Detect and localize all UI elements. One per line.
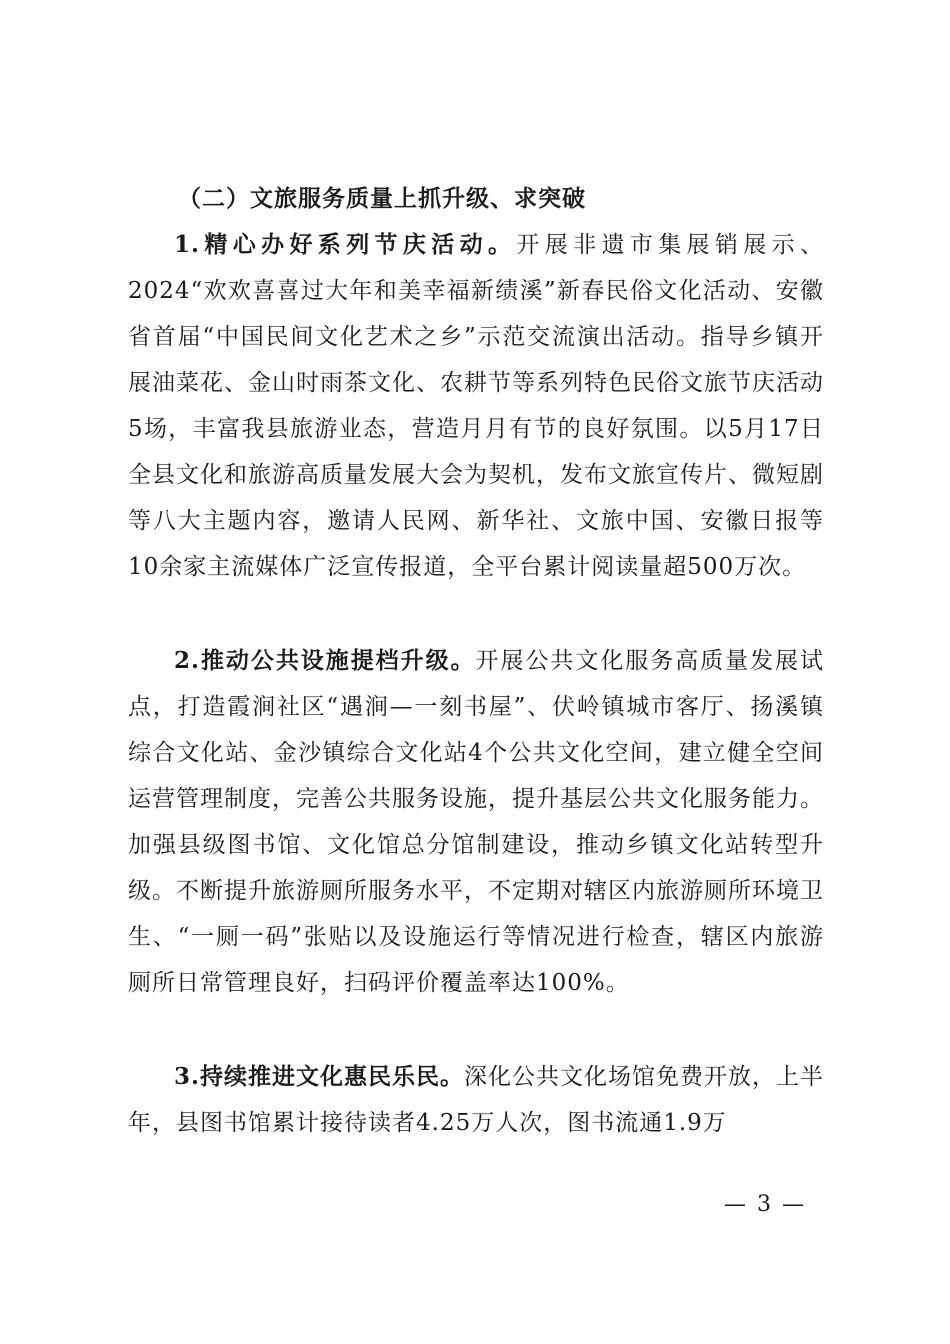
page-number: — 3 —: [724, 1192, 806, 1217]
paragraph-body: 开展公共文化服务高质量发展试点，打造霞涧社区“遇涧—一刻书屋”、伏岭镇城市客厅、扬溪镇综合文化站、金沙镇综合文化站4个公共文化空间，建立健全空间运营管理制度，完善公共服务设施，提升基层公共文化服务能力。加强县级图书馆、文化馆总分馆制建设，推动乡镇文化站转型升级。不断提升旅游厕所服务水平，不定期对辖区内旅游厕所环境卫生、“一厕一码”张贴以及设施运行等情况进行检查，辖区内旅游厕所日常管理良好，扫码评价覆盖率达100%。: [128, 648, 825, 996]
paragraph-1: [128, 222, 824, 590]
section-heading: （二）文旅服务质量上抓升级、求突破: [178, 185, 586, 212]
paragraph-title: 3.持续推进文化惠民乐民。: [174, 1063, 465, 1090]
paragraph-text: [128, 1054, 824, 1146]
paragraph-2: [128, 638, 824, 1006]
paragraph-text: [128, 222, 824, 590]
paragraph-3: [128, 1054, 824, 1146]
paragraph-body: 深化公共文化场馆免费开放，上半年，县图书馆累计接待读者4.25万人次，图书流通1.9万: [128, 1064, 825, 1136]
paragraph-title: 2.推动公共设施提档升级。: [174, 647, 476, 674]
paragraph-text: [128, 638, 824, 1006]
paragraph-title: 1.精心办好系列节庆活动。: [174, 231, 517, 258]
paragraph-body: 开展非遗市集展销展示、2024“欢欢喜喜过大年和美幸福新绩溪”新春民俗文化活动、安徽省首届“中国民间文化艺术之乡”示范交流演出活动。指导乡镇开展油菜花、金山时雨茶文化、农耕节等系列特色民俗文旅节庆活动5场，丰富我县旅游业态，营造月月有节的良好氛围。以5月17日全县文化和旅游高质量发展大会为契机，发布文旅宣传片、微短剧等八大主题内容，邀请人民网、新华社、文旅中国、安徽日报等10余家主流媒体广泛宣传报道，全平台累计阅读量超500万次。: [128, 232, 825, 580]
